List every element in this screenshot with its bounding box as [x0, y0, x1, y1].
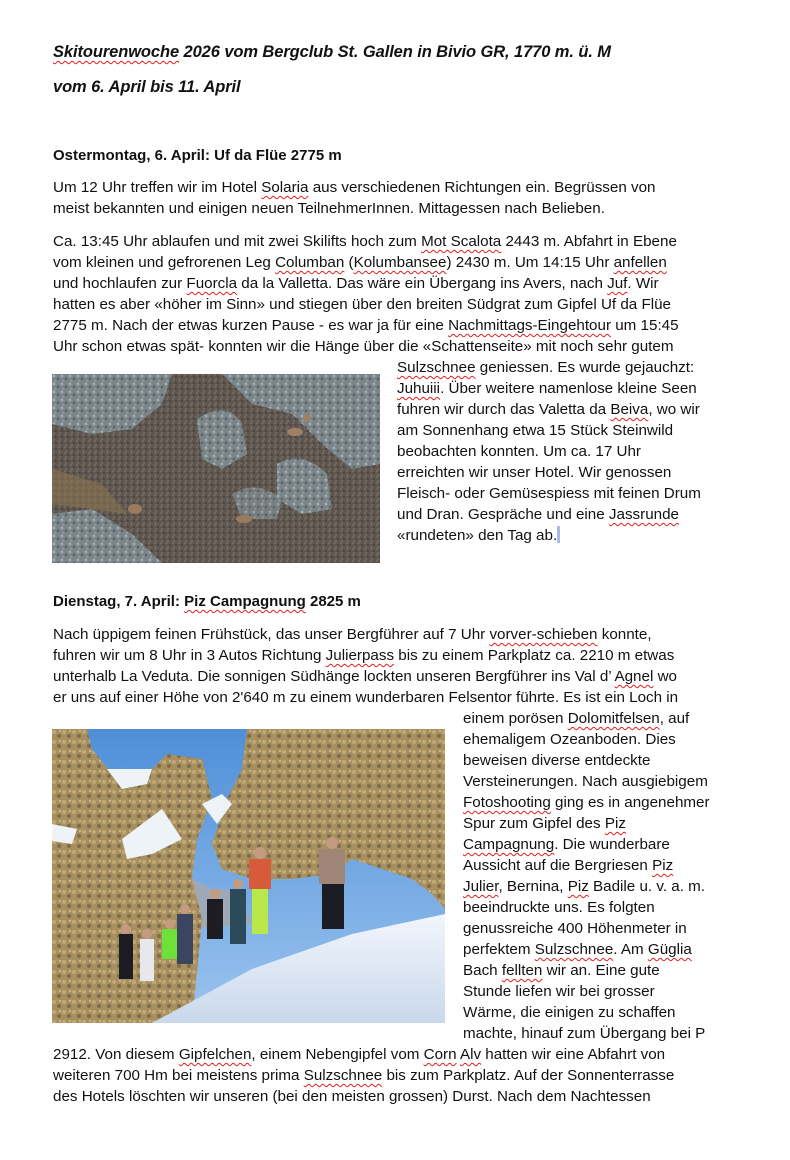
- title-word-spellcheck: Skitourenwoche: [53, 43, 180, 61]
- heading-altitude: 2825 m: [305, 593, 361, 610]
- heading-date: Dienstag, 7. April:: [53, 593, 185, 610]
- text-line-last[interactable]: [397, 525, 560, 546]
- text-line: meist bekannten und einigen neuen TeilnehmerInnen. Mittagessen nach Belieben.: [53, 200, 605, 217]
- text-line: fuhren wir durch das Valetta da Beiva, wo wir: [397, 401, 700, 418]
- text-line: am Sonnenhang etwa 15 Stück Steinwild: [397, 422, 674, 439]
- text-line: Aussicht auf die Bergriesen Piz: [463, 857, 674, 874]
- text-line: Bach fellten wir an. Eine gute: [463, 962, 660, 979]
- text-line: er uns auf einer Höhe von 2'640 m zu einem wunderbaren Felsentor führte. Es ist ein Loch in: [53, 689, 679, 706]
- section-heading-ostermontag: Ostermontag, 6. April: Uf da Flüe 2775 m: [53, 147, 342, 164]
- text-line: Spur zum Gipfel des Piz: [463, 815, 626, 832]
- text-line: beobachten konnten. Um ca. 17 Uhr: [397, 443, 641, 460]
- text-line: Juhuiii. Über weitere namenlose kleine Seen: [397, 380, 697, 397]
- text-line: des Hotels löschten wir unseren (bei den meisten grossen) Durst. Nach dem Nachtessen: [53, 1088, 651, 1105]
- text-line: perfektem Sulzschnee. Am Güglia: [463, 941, 692, 958]
- ibex-photo: [52, 374, 380, 563]
- text-line: Versteinerungen. Nach ausgiebigem: [463, 773, 708, 790]
- text-line: und Dran. Gespräche und eine Jassrunde: [397, 506, 679, 523]
- text-line: Wärme, die einigen zu schaffen: [463, 1004, 676, 1021]
- text-line: Uhr schon etwas spät- konnten wir die Hänge über die «Schattenseite» mit noch sehr gutem: [53, 338, 674, 355]
- group-felsentor-photo: [52, 729, 445, 1023]
- text-line: Nach üppigem feinen Frühstück, das unser Bergführer auf 7 Uhr vorver-schieben konnte,: [53, 626, 652, 643]
- title-rest: 2026 vom Bergclub St. Gallen in Bivio GR, 1770 m. ü. M: [179, 43, 611, 61]
- text-line: ehemaligem Ozeanboden. Dies: [463, 731, 676, 748]
- text-line: genussreiche 400 Höhenmeter in: [463, 920, 687, 937]
- text-line: Ca. 13:45 Uhr ablaufen und mit zwei Skilifts hoch zum Mot Scalota 2443 m. Abfahrt in Ebene: [53, 233, 677, 250]
- text-line: Julier, Bernina, Piz Badile u. v. a. m.: [463, 878, 706, 895]
- section-heading-dienstag: [53, 593, 361, 610]
- text-line: 2912. Von diesem Gipfelchen, einem Nebengipfel vom Corn Alv hatten wir eine Abfahrt von: [53, 1046, 666, 1063]
- text-line: vom kleinen und gefrorenen Leg Columban (Kolumbansee) 2430 m. Um 14:15 Uhr anfellen: [53, 254, 667, 271]
- document-subtitle: vom 6. April bis 11. April: [53, 78, 241, 96]
- text-line: Fleisch- oder Gemüsespiess mit feinen Drum: [397, 485, 701, 502]
- heading-place: Piz Campagnung: [184, 593, 306, 610]
- text-line: fuhren wir um 8 Uhr in 3 Autos Richtung Julierpass bis zu einem Parkplatz ca. 2210 m etwas: [53, 647, 675, 664]
- text-line: unterhalb La Veduta. Die sonnigen Südhänge lockten unseren Bergführer ins Val d’ Agnel wo: [53, 668, 677, 685]
- text-line: Campagnung. Die wunderbare: [463, 836, 670, 853]
- text-line: Um 12 Uhr treffen wir im Hotel Solaria aus verschiedenen Richtungen ein. Begrüssen von: [53, 179, 656, 196]
- text-line: beeindruckte uns. Es folgten: [463, 899, 655, 916]
- text-line: Sulzschnee geniessen. Es wurde gejauchzt:: [397, 359, 695, 376]
- text-line: Fotoshooting ging es in angenehmer: [463, 794, 710, 811]
- text-line: machte, hinauf zum Übergang bei P: [463, 1025, 706, 1042]
- document-title: [53, 43, 611, 62]
- ibex-photo-graphic: [52, 374, 380, 563]
- text-line: Stunde liefen wir bei grosser: [463, 983, 655, 1000]
- text-line: hatten es aber «höher im Sinn» und stiegen über den breiten Südgrat zum Gipfel Uf da Flüe: [53, 296, 672, 313]
- text-line-content: «rundeten» den Tag ab.: [397, 527, 558, 544]
- text-cursor: [557, 526, 560, 543]
- text-line: und hochlaufen zur Fuorcla da la Valletta. Das wäre ein Übergang ins Avers, nach Juf. Wir: [53, 275, 659, 292]
- text-line: 2775 m. Nach der etwas kurzen Pause - es war ja für eine Nachmittags-Eingehtour um 15:45: [53, 317, 679, 334]
- text-line: erreichten wir unser Hotel. Wir genossen: [397, 464, 672, 481]
- text-line: weiteren 700 Hm bei meistens prima Sulzschnee bis zum Parkplatz. Auf der Sonnenterrasse: [53, 1067, 675, 1084]
- group-photo-graphic: [52, 729, 445, 1023]
- text-line: beweisen diverse entdeckte: [463, 752, 651, 769]
- text-line: einem porösen Dolomitfelsen, auf: [463, 710, 690, 727]
